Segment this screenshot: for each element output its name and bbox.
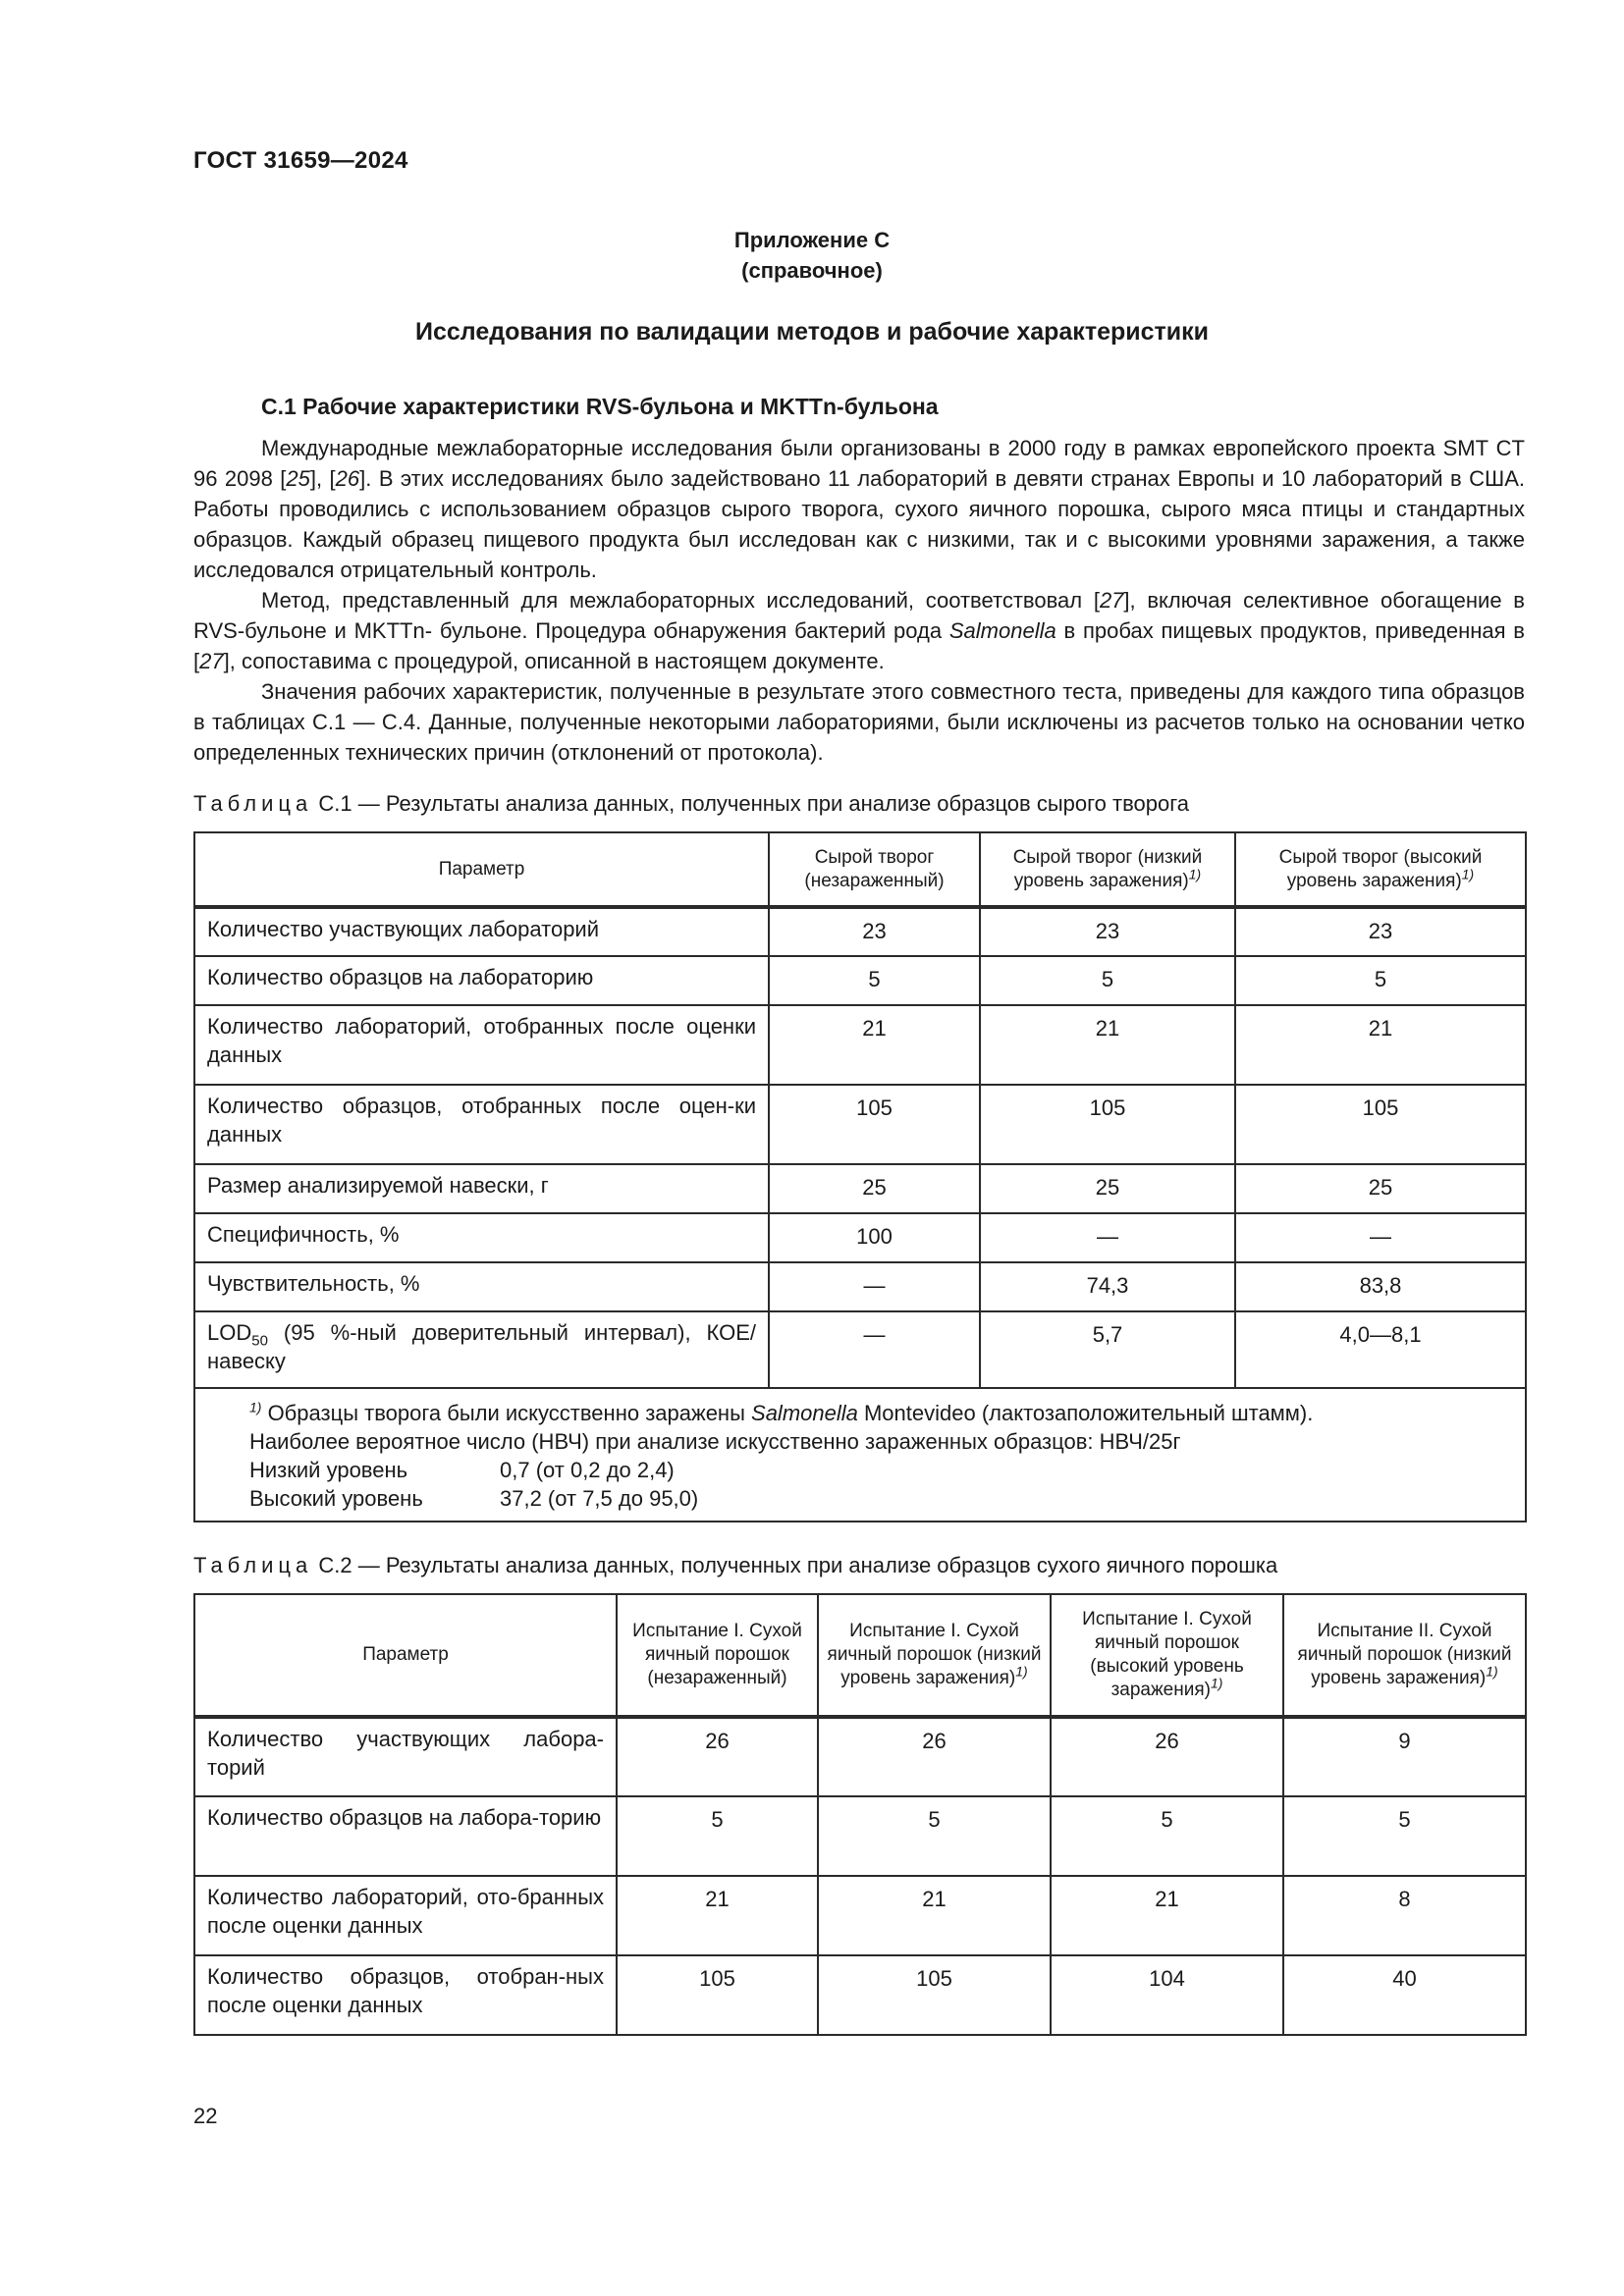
table2-row-value: 5 [617, 1796, 818, 1876]
p1-text-c: ]. В этих исследованиях было задействовано 11 лабораторий в девяти странах Европы и 10 лабораторий в США. Работы проводились с использованием образцов сырого творога, сухого яичного порошка, сырого мяса птицы и стандартных образцов. Каждый образец пищевого продукта был исследован как с низкими, так и с высокими уровнями заражения, а также исследовался отрицательный контроль. [193, 466, 1525, 582]
lod-subscript: 50 [251, 1332, 268, 1350]
table1-row-value: 25 [769, 1164, 980, 1213]
table2-row-value: 40 [1283, 1955, 1526, 2035]
table1-row-value: 74,3 [980, 1262, 1235, 1311]
table2-header-param: Параметр [194, 1594, 617, 1717]
table2 [193, 1593, 1527, 2036]
low-level-label: Низкий уровень [249, 1458, 408, 1482]
annex-type: (справочное) [741, 258, 883, 283]
footnote-genus: Salmonella [751, 1401, 858, 1425]
table1-row-value: 5 [980, 956, 1235, 1005]
table1-header-col2-text: Сырой творог (низкий уровень заражения) [1012, 846, 1203, 891]
paragraph-1 [193, 433, 1525, 585]
p2-text-d: ], сопоставима с процедурой, описанной в настоящем документе. [223, 649, 885, 673]
table1-row-value: 23 [1235, 907, 1526, 956]
footnote-line-1 [249, 1399, 1511, 1427]
table-row [194, 1085, 1526, 1164]
table2-row-value: 5 [818, 1796, 1051, 1876]
lod-label: LOD [207, 1320, 252, 1345]
p2-reference-1: 27 [1099, 588, 1124, 613]
table1-row-value: 23 [980, 907, 1235, 956]
footnote-text-b: Montevideo (лактозаположительный штамм). [857, 1401, 1314, 1425]
table1-row-value: — [1235, 1213, 1526, 1262]
table2-row-value: 5 [1051, 1796, 1283, 1876]
table2-row-value: 26 [818, 1717, 1051, 1796]
footnote-marker: 1) [1486, 1663, 1498, 1680]
table2-header-col1: Испытание I. Сухой яичный порошок (незараженный) [617, 1594, 818, 1717]
table2-row-value: 5 [1283, 1796, 1526, 1876]
table-row [194, 1311, 1526, 1388]
table-row [194, 1876, 1526, 1955]
table2-caption-word: Таблица [193, 1553, 313, 1577]
table1-row-value: 105 [769, 1085, 980, 1164]
table1-row-value: 100 [769, 1213, 980, 1262]
table2-row-value: 26 [1051, 1717, 1283, 1796]
table2-row-value: 21 [617, 1876, 818, 1955]
annex-title: Приложение С [733, 228, 891, 252]
table-row [194, 1213, 1526, 1262]
table-row [194, 1164, 1526, 1213]
table1-row-value: — [769, 1262, 980, 1311]
p2-text-c: в пробах пищевых продуктов, приведенная в [ [193, 618, 1525, 673]
p1-text-a: Международные межлабораторные исследования были организованы в 2000 году в рамках европейского проекта SMT CT 96 2098 [ [193, 436, 1525, 491]
table2-header-col3-text: Испытание I. Сухой яичный порошок (высокий уровень заражения) [1082, 1609, 1252, 1700]
table2-header-col4 [1283, 1594, 1526, 1717]
page-number: 22 [193, 2104, 218, 2128]
table1-lod-param [194, 1311, 769, 1388]
low-level-value: 0,7 (от 0,2 до 2,4) [500, 1458, 675, 1482]
table1-header-col1: Сырой творог (незараженный) [769, 832, 980, 907]
table1-row-param: Количество образцов, отобранных после оцен-ки данных [194, 1085, 769, 1164]
annex-heading: Исследования по валидации методов и рабочие характеристики [414, 318, 1210, 346]
table-row [194, 907, 1526, 956]
table-row [194, 1005, 1526, 1085]
table2-row-value: 9 [1283, 1717, 1526, 1796]
table1-header-param: Параметр [194, 832, 769, 907]
lod-label-rest: (95 %-ный доверительный интервал), КОЕ/навеску [207, 1320, 756, 1373]
table2-header-row [194, 1594, 1526, 1717]
table1-caption-word: Таблица [193, 791, 313, 816]
footnote-marker: 1) [1188, 866, 1202, 882]
footnote-marker: 1) [1210, 1675, 1223, 1691]
table-row [194, 1262, 1526, 1311]
table1-row-param: Специфичность, % [194, 1213, 769, 1262]
p2-text-b: ], включая селективное обогащение в RVS-бульоне и MKTTn- бульоне. Процедура обнаружения бактерий рода [193, 588, 1525, 643]
body-text [193, 433, 1525, 768]
p1-reference-1: 25 [286, 466, 310, 491]
table1-row-value: 83,8 [1235, 1262, 1526, 1311]
table1-row-param: Количество участвующих лабораторий [194, 907, 769, 956]
table2-header-col3 [1051, 1594, 1283, 1717]
table1-row-param: Размер анализируемой навески, г [194, 1164, 769, 1213]
table2-row-param: Количество участвующих лабора-торий [194, 1717, 617, 1796]
table1-row-value: 4,0—8,1 [1235, 1311, 1526, 1388]
table1-header-row [194, 832, 1526, 907]
footnote-low-level [249, 1456, 1511, 1484]
table1-row-value: 5 [769, 956, 980, 1005]
table2-caption [193, 1553, 1277, 1578]
p1-reference-2: 26 [335, 466, 360, 491]
table-row [194, 956, 1526, 1005]
table1-footnote [194, 1388, 1526, 1522]
table-row [194, 1796, 1526, 1876]
footnote-high-level [249, 1484, 1511, 1513]
table1-header-col2 [980, 832, 1235, 907]
table2-row-value: 8 [1283, 1876, 1526, 1955]
table1-header-col3 [1235, 832, 1526, 907]
table2-row-param: Количество лабораторий, ото-бранных после оценки данных [194, 1876, 617, 1955]
table1-row-value: 105 [1235, 1085, 1526, 1164]
paragraph-3: Значения рабочих характеристик, полученные в результате этого совместного теста, приведены для каждого типа образцов в таблицах С.1 — С.4. Данные, полученные некоторыми лабораториями, были исключены из расчетов только на основании четко определенных технических причин (отклонений от протокола). [193, 679, 1525, 765]
table1-row-value: 5,7 [980, 1311, 1235, 1388]
table1-row-value: 23 [769, 907, 980, 956]
section-heading: С.1 Рабочие характеристики RVS-бульона и MKTTn-бульона [261, 394, 939, 419]
paragraph-2 [193, 585, 1525, 676]
table1-row-param: Количество образцов на лабораторию [194, 956, 769, 1005]
table1-row-value: 105 [980, 1085, 1235, 1164]
table1-row-value: 21 [980, 1005, 1235, 1085]
table1 [193, 831, 1527, 1522]
table2-row-value: 21 [818, 1876, 1051, 1955]
table-row [194, 1717, 1526, 1796]
footnote-marker: 1) [1461, 866, 1475, 882]
table2-row-value: 104 [1051, 1955, 1283, 2035]
table2-header-col2-text: Испытание I. Сухой яичный порошок (низкий уровень заражения) [827, 1621, 1042, 1688]
table1-row-value: 5 [1235, 956, 1526, 1005]
table1-caption [193, 791, 1189, 817]
table1-row-param: Количество лабораторий, отобранных после оценки данных [194, 1005, 769, 1085]
p2-text-a: Метод, представленный для межлабораторных исследований, соответствовал [ [261, 588, 1100, 613]
table1-row-value: 21 [769, 1005, 980, 1085]
table2-row-value: 26 [617, 1717, 818, 1796]
table2-row-param: Количество образцов, отобран-ных после оценки данных [194, 1955, 617, 2035]
table2-row-value: 105 [818, 1955, 1051, 2035]
table1-row-value: — [980, 1213, 1235, 1262]
table-row [194, 1955, 1526, 2035]
table1-note-row [194, 1388, 1526, 1522]
p2-reference-2: 27 [199, 649, 224, 673]
table1-row-value: 25 [980, 1164, 1235, 1213]
table2-header-col2 [818, 1594, 1051, 1717]
table1-row-value: 21 [1235, 1005, 1526, 1085]
footnote-text-a: Образцы творога были искусственно заражены [261, 1401, 752, 1425]
table1-row-value: 25 [1235, 1164, 1526, 1213]
high-level-value: 37,2 (от 7,5 до 95,0) [500, 1486, 699, 1511]
p1-text-b: ], [ [309, 466, 336, 491]
footnote-marker: 1) [249, 1399, 262, 1415]
table2-row-value: 105 [617, 1955, 818, 2035]
table2-header-col4-text: Испытание II. Сухой яичный порошок (низкий уровень заражения) [1297, 1621, 1512, 1688]
high-level-label: Высокий уровень [249, 1486, 423, 1511]
footnote-line-2: Наиболее вероятное число (НВЧ) при анализе искусственно зараженных образцов: НВЧ/25г [249, 1429, 1181, 1454]
p2-genus: Salmonella [948, 618, 1056, 643]
footnote-marker: 1) [1015, 1663, 1028, 1680]
document-code: ГОСТ 31659—2024 [193, 147, 408, 174]
table1-header-col3-text: Сырой творог (высокий уровень заражения) [1278, 846, 1483, 891]
table1-row-param: Чувствительность, % [194, 1262, 769, 1311]
table2-row-value: 21 [1051, 1876, 1283, 1955]
table2-row-param: Количество образцов на лабора-торию [194, 1796, 617, 1876]
table1-caption-text: С.1 — Результаты анализа данных, полученных при анализе образцов сырого творога [312, 791, 1190, 816]
table1-row-value: — [769, 1311, 980, 1388]
table2-caption-text: С.2 — Результаты анализа данных, полученных при анализе образцов сухого яичного порошка [312, 1553, 1278, 1577]
